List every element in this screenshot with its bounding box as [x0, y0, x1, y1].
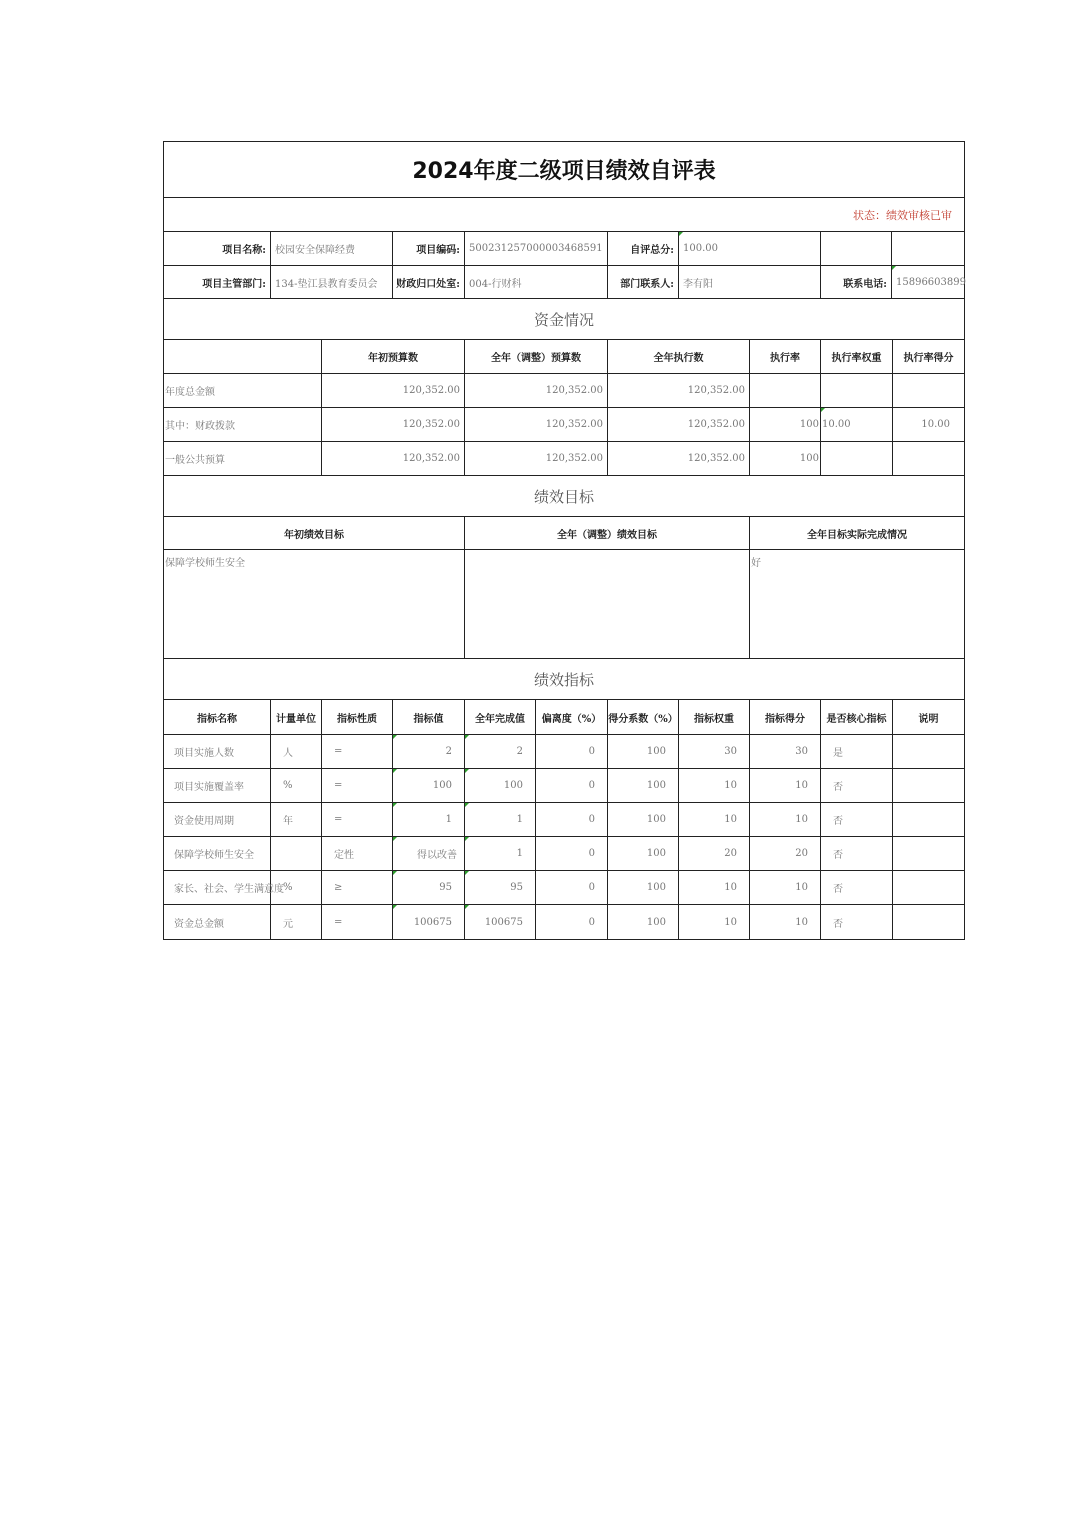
- indicator-cell: 0: [536, 905, 608, 939]
- indicator-cell: 1: [393, 803, 465, 836]
- contact-value: 李有阳: [679, 266, 821, 298]
- indicator-cell: 95: [393, 871, 465, 904]
- indicator-cell: 2: [393, 735, 465, 768]
- indicator-cell: [893, 769, 964, 802]
- goals-section-title: 绩效目标: [533, 487, 594, 506]
- indicator-cell: 100: [608, 905, 679, 939]
- indicator-header-cell: 指标权重: [679, 700, 750, 734]
- goals-header-cell: 全年目标实际完成情况: [807, 529, 907, 541]
- indicator-header-cell: 是否核心指标: [821, 700, 893, 734]
- phone-value: 15896603899: [892, 266, 964, 298]
- funds-header-cell: 执行率权重: [821, 340, 893, 373]
- empty-cell: [892, 232, 964, 265]
- funds-cell: [821, 374, 893, 407]
- status-text: 状态：绩效审核已审: [853, 208, 952, 222]
- indicator-header-cell: 指标值: [393, 700, 465, 734]
- info-row-2: [164, 266, 964, 299]
- funds-cell: [893, 442, 964, 475]
- funds-header-cell: 全年执行数: [608, 340, 750, 373]
- funds-header-cell: [164, 340, 322, 373]
- indicator-cell: 得以改善: [393, 837, 465, 870]
- funds-cell: 年度总金额: [164, 374, 322, 407]
- project-name-label: 项目名称:: [164, 232, 271, 265]
- indicator-cell: 定性: [322, 837, 393, 870]
- dept-label: 项目主管部门:: [164, 266, 271, 298]
- indicator-cell: 人: [271, 735, 322, 768]
- indicator-cell: 100675: [393, 905, 465, 939]
- indicator-cell: =: [322, 735, 393, 768]
- goals-section-row: [164, 476, 964, 517]
- indicator-cell: [893, 803, 964, 836]
- dept-value: 134-垫江县教育委员会: [271, 266, 393, 298]
- indicator-header-cell: 得分系数（%）: [608, 700, 679, 734]
- funds-cell: 其中：财政拨款: [164, 408, 322, 441]
- indicator-cell: 100: [608, 769, 679, 802]
- indicator-header-cell: 偏离度（%）: [536, 700, 608, 734]
- funds-header-cell: 执行率得分: [903, 353, 954, 364]
- indicator-cell: 100: [465, 769, 536, 802]
- indicator-cell: 1: [465, 837, 536, 870]
- funds-cell: 120,352.00: [465, 374, 608, 407]
- funds-cell: 10.00: [821, 408, 893, 441]
- indicator-cell: [893, 871, 964, 904]
- indicator-cell: 20: [679, 837, 750, 870]
- indicator-header-cell: 指标名称: [164, 700, 271, 734]
- indicator-cell: 否: [821, 803, 893, 836]
- indicator-cell: 10: [750, 871, 821, 904]
- indicator-cell: 100: [608, 735, 679, 768]
- indicator-cell: [893, 837, 964, 870]
- indicator-header-cell: 说明: [918, 713, 939, 725]
- indicator-cell: =: [322, 905, 393, 939]
- info-row-1: [164, 232, 964, 266]
- title-row: [164, 142, 964, 198]
- page-title: 2024年度二级项目绩效自评表: [412, 159, 716, 184]
- indicator-cell: 100: [608, 803, 679, 836]
- funds-header-row: [164, 340, 964, 374]
- goals-header-cell: 年初绩效目标: [164, 517, 465, 549]
- indicator-cell: 否: [821, 769, 893, 802]
- indicator-cell: 0: [536, 735, 608, 768]
- office-value: 004-行财科: [465, 266, 608, 298]
- indicator-cell: 1: [465, 803, 536, 836]
- indicator-cell: 否: [821, 837, 893, 870]
- indicator-cell: [893, 735, 964, 768]
- indicator-cell: ≥: [322, 871, 393, 904]
- project-code-value: 500231257000003468591: [465, 232, 608, 265]
- funds-cell: [750, 374, 821, 407]
- indicator-cell: 10: [679, 803, 750, 836]
- funds-section-row: [164, 299, 964, 340]
- funds-cell: 10.00: [921, 419, 950, 430]
- goals-header-row: [164, 517, 964, 550]
- indicator-cell: [893, 905, 964, 939]
- indicator-cell: 资金总金额: [164, 905, 271, 939]
- indicator-row: [164, 803, 964, 837]
- funds-row: [164, 374, 964, 408]
- indicator-cell: 100675: [465, 905, 536, 939]
- indicator-cell: 100: [608, 871, 679, 904]
- indicator-cell: 30: [679, 735, 750, 768]
- indicator-cell: [271, 837, 322, 870]
- goals-header-cell: 全年（调整）绩效目标: [465, 517, 750, 549]
- indicator-header-cell: 指标性质: [322, 700, 393, 734]
- indicator-cell: 否: [821, 871, 893, 904]
- funds-cell: 100: [750, 408, 821, 441]
- indicator-row: [164, 871, 964, 905]
- indicator-cell: 100: [608, 837, 679, 870]
- indicator-cell: 10: [679, 905, 750, 939]
- funds-row: [164, 408, 964, 442]
- indicator-row: [164, 837, 964, 871]
- funds-row: [164, 442, 964, 476]
- funds-cell: 120,352.00: [322, 408, 465, 441]
- self-score-label: 自评总分:: [608, 232, 679, 265]
- funds-cell: 120,352.00: [608, 374, 750, 407]
- goals-value-row: [164, 550, 964, 659]
- indicator-cell: 30: [750, 735, 821, 768]
- project-name-value: 校园安全保障经费: [271, 232, 393, 265]
- indicator-cell: 年: [271, 803, 322, 836]
- indicator-cell: 10: [750, 769, 821, 802]
- funds-section-title: 资金情况: [533, 310, 594, 329]
- indicator-cell: 0: [536, 871, 608, 904]
- indicator-cell: 10: [679, 871, 750, 904]
- indicator-cell: 95: [465, 871, 536, 904]
- indicators-section-title: 绩效指标: [533, 670, 594, 689]
- goals-initial-value: 保障学校师生安全: [164, 550, 465, 658]
- indicator-cell: 0: [536, 837, 608, 870]
- funds-header-cell: 全年（调整）预算数: [465, 340, 608, 373]
- indicator-row: [164, 769, 964, 803]
- phone-label: 联系电话:: [821, 266, 892, 298]
- indicator-cell: 100: [393, 769, 465, 802]
- self-score-value: 100.00: [679, 232, 821, 265]
- status-row: [164, 198, 964, 232]
- goals-actual-value: 好: [751, 558, 761, 569]
- indicator-cell: 家长、社会、学生满意度: [164, 871, 271, 904]
- indicator-cell: 项目实施覆盖率: [164, 769, 271, 802]
- indicator-cell: 否: [821, 905, 893, 939]
- indicator-header-cell: 全年完成值: [465, 700, 536, 734]
- goals-adjusted-value: [465, 550, 750, 658]
- indicator-row: [164, 735, 964, 769]
- indicator-cell: 资金使用周期: [164, 803, 271, 836]
- indicator-cell: 是: [821, 735, 893, 768]
- funds-cell: 120,352.00: [322, 442, 465, 475]
- funds-cell: 一般公共预算: [164, 442, 322, 475]
- office-label: 财政归口处室:: [393, 266, 465, 298]
- indicator-cell: =: [322, 769, 393, 802]
- indicator-cell: 10: [750, 803, 821, 836]
- funds-cell: 120,352.00: [608, 442, 750, 475]
- indicator-cell: 10: [750, 905, 821, 939]
- indicator-cell: 元: [271, 905, 322, 939]
- indicator-cell: %: [271, 769, 322, 802]
- funds-cell: 120,352.00: [465, 442, 608, 475]
- indicator-cell: 10: [679, 769, 750, 802]
- project-code-label: 项目编码:: [393, 232, 465, 265]
- indicator-cell: 保障学校师生安全: [164, 837, 271, 870]
- indicator-cell: 项目实施人数: [164, 735, 271, 768]
- contact-label: 部门联系人:: [608, 266, 679, 298]
- indicator-cell: 0: [536, 769, 608, 802]
- indicator-cell: =: [322, 803, 393, 836]
- funds-cell: 120,352.00: [465, 408, 608, 441]
- indicator-row: [164, 905, 964, 939]
- funds-header-cell: 年初预算数: [322, 340, 465, 373]
- funds-cell: [893, 374, 964, 407]
- indicators-header-row: [164, 700, 964, 735]
- indicator-cell: 2: [465, 735, 536, 768]
- indicator-header-cell: 指标得分: [750, 700, 821, 734]
- indicators-section-row: [164, 659, 964, 700]
- indicator-cell: %: [271, 871, 322, 904]
- empty-cell: [821, 232, 892, 265]
- funds-cell: 120,352.00: [322, 374, 465, 407]
- funds-cell: 120,352.00: [608, 408, 750, 441]
- indicator-cell: 0: [536, 803, 608, 836]
- funds-header-cell: 执行率: [750, 340, 821, 373]
- performance-self-evaluation-table: [163, 141, 965, 940]
- funds-cell: [821, 442, 893, 475]
- funds-cell: 100: [750, 442, 821, 475]
- indicator-cell: 20: [750, 837, 821, 870]
- indicator-header-cell: 计量单位: [271, 700, 322, 734]
